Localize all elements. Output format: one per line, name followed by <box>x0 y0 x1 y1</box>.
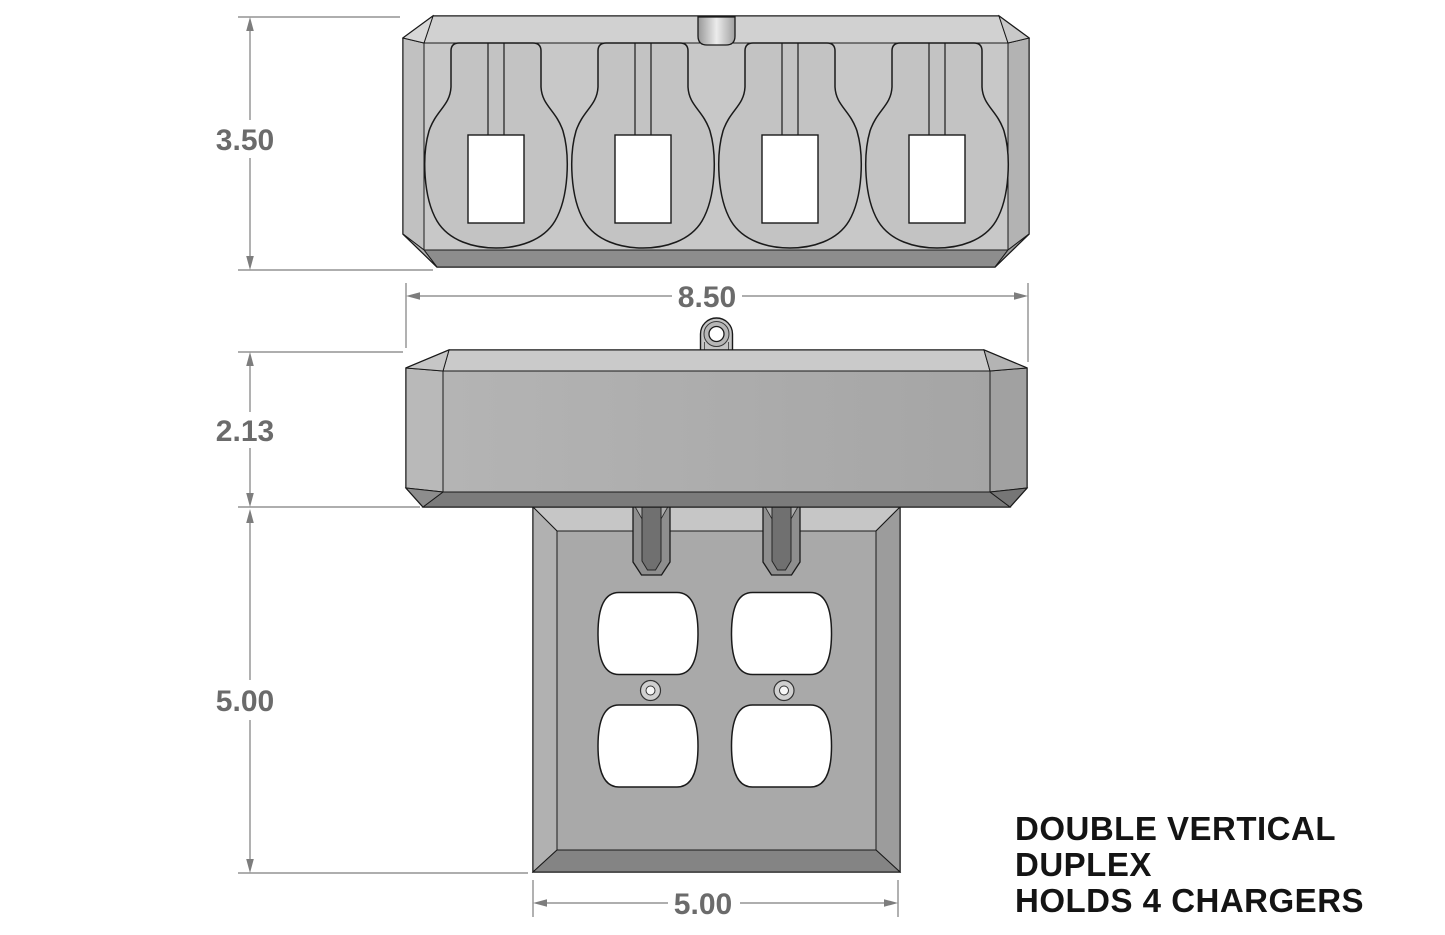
arrow-right <box>884 899 898 907</box>
dim-label-front-height: 2.13 <box>215 415 275 448</box>
screw-hole-right <box>774 681 794 701</box>
arrow-left <box>533 899 547 907</box>
outlet-opening-bottom-left <box>598 705 698 787</box>
dim-label-top-height: 3.50 <box>215 124 275 157</box>
front-corner-tr <box>984 350 1027 371</box>
title-line-1: DOUBLE VERTICAL <box>1015 810 1336 847</box>
arrow-down <box>246 493 254 507</box>
arrow-down <box>246 256 254 270</box>
hanger-boss-top <box>698 17 735 45</box>
plate-bevel-left <box>533 507 557 872</box>
front-face <box>443 371 990 492</box>
arrow-left <box>406 292 420 300</box>
dim-label-plate-height: 5.00 <box>215 685 275 718</box>
dim-plate-height <box>238 509 528 873</box>
arrow-up <box>246 352 254 366</box>
arrow-right <box>1014 292 1028 300</box>
top-view-bevel-right <box>1008 38 1029 250</box>
bottom-view <box>533 503 900 872</box>
title-line-2: DUPLEX <box>1015 846 1152 883</box>
plate-bevel-top <box>533 507 900 531</box>
title-block <box>1015 810 1364 919</box>
outlet-opening-bottom-right <box>732 705 832 787</box>
plate-bevel-right <box>876 507 900 872</box>
top-view-bevel-left <box>403 38 424 250</box>
screw-hole-left <box>641 681 661 701</box>
dim-label-top-width: 8.50 <box>677 281 737 314</box>
plate-face <box>557 531 876 850</box>
mounting-prong-right <box>763 503 800 575</box>
hanger-tab <box>701 318 733 351</box>
front-bevel-top <box>443 350 990 371</box>
front-corner-tl <box>406 350 449 371</box>
top-view <box>403 16 1029 267</box>
arrow-down <box>246 859 254 873</box>
arrow-up <box>246 509 254 523</box>
dim-label-plate-width: 5.00 <box>673 888 733 921</box>
front-view <box>406 318 1027 507</box>
outlet-opening-top-left <box>598 593 698 675</box>
mounting-prong-left <box>633 503 670 575</box>
outlet-opening-top-right <box>732 593 832 675</box>
front-bevel-bottom <box>423 492 1010 507</box>
top-view-bevel-bottom <box>424 250 1008 267</box>
plate-bevel-bottom <box>533 850 900 872</box>
hanger-hole <box>709 327 724 342</box>
front-bevel-left <box>406 368 443 492</box>
title-line-3: HOLDS 4 CHARGERS <box>1015 882 1365 919</box>
arrow-up <box>246 17 254 31</box>
front-bevel-right <box>990 368 1027 492</box>
